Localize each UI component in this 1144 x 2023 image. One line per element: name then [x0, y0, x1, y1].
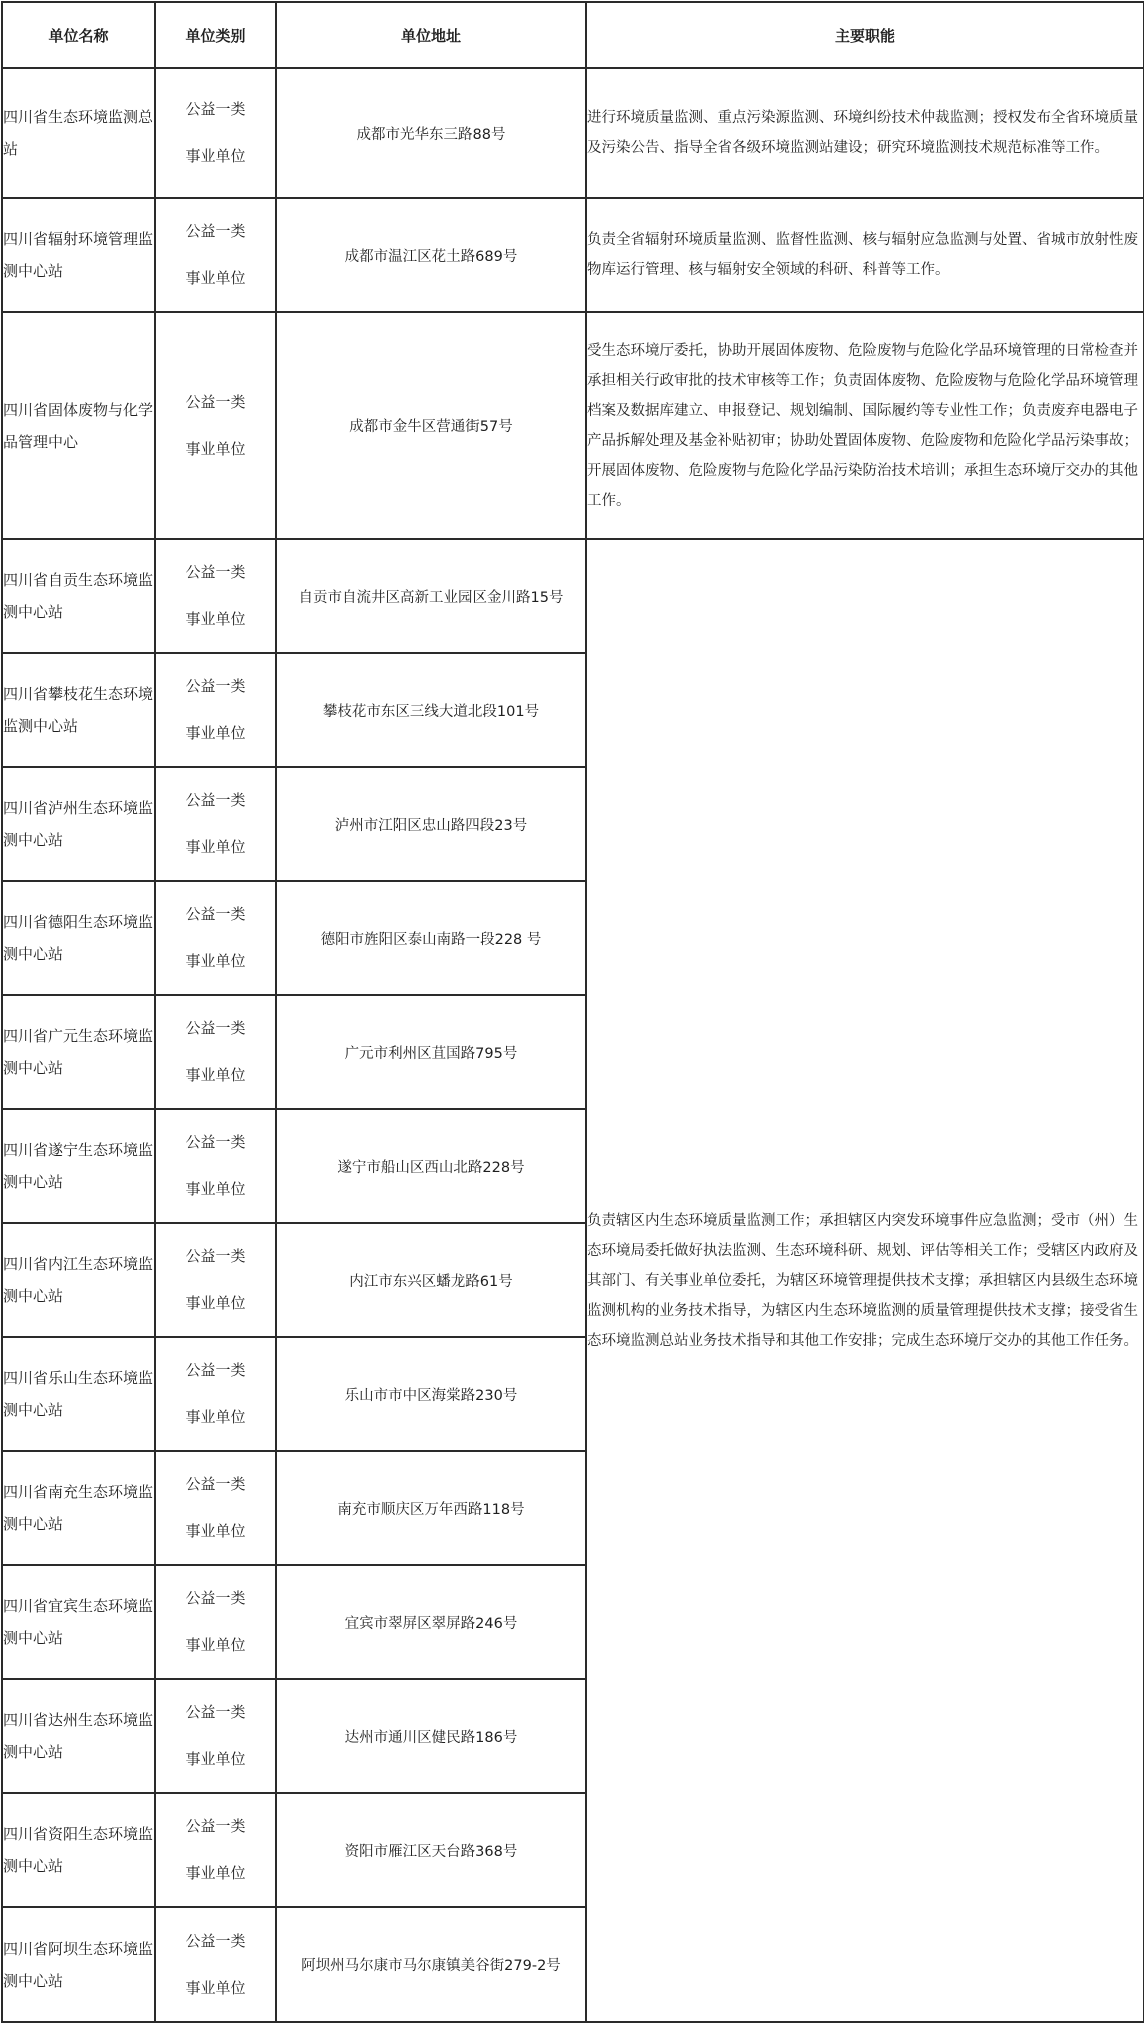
unit-type-line1: 公益一类 — [185, 100, 246, 118]
unit-address: 阿坝州马尔康市马尔康镇美谷街279-2号 — [276, 1907, 586, 2022]
unit-type-line2: 事业单位 — [185, 610, 246, 628]
header-unit-name: 单位名称 — [2, 2, 155, 68]
unit-name: 四川省宜宾生态环境监测中心站 — [2, 1565, 155, 1679]
unit-name: 四川省广元生态环境监测中心站 — [2, 995, 155, 1109]
unit-address: 内江市东兴区蟠龙路61号 — [276, 1223, 586, 1337]
unit-name: 四川省南充生态环境监测中心站 — [2, 1451, 155, 1565]
unit-address: 达州市通川区健民路186号 — [276, 1679, 586, 1793]
unit-type-line2: 事业单位 — [185, 952, 246, 970]
unit-address: 乐山市市中区海棠路230号 — [276, 1337, 586, 1451]
table-row — [2, 198, 1144, 312]
unit-type-line1: 公益一类 — [185, 1703, 246, 1721]
unit-type-line2: 事业单位 — [185, 1066, 246, 1084]
unit-type-line1: 公益一类 — [185, 1931, 246, 1950]
unit-type-line2: 事业单位 — [185, 1864, 246, 1882]
header-unit-address: 单位地址 — [276, 2, 586, 68]
unit-address: 德阳市旌阳区泰山南路一段228 号 — [276, 881, 586, 995]
table-row — [2, 312, 1144, 539]
header-unit-type: 单位类别 — [155, 2, 276, 68]
unit-type — [155, 1337, 276, 1451]
unit-type-line2: 事业单位 — [185, 1522, 246, 1540]
unit-address: 攀枝花市东区三线大道北段101号 — [276, 653, 586, 767]
unit-address: 成都市光华东三路88号 — [276, 68, 586, 198]
unit-type-line2: 事业单位 — [185, 147, 246, 165]
unit-type-line1: 公益一类 — [185, 392, 246, 411]
unit-type-line2: 事业单位 — [185, 724, 246, 742]
unit-type-line1: 公益一类 — [185, 1247, 246, 1265]
unit-name: 四川省生态环境监测总站 — [2, 68, 155, 198]
unit-name: 四川省达州生态环境监测中心站 — [2, 1679, 155, 1793]
unit-type-line2: 事业单位 — [185, 1978, 246, 1997]
unit-name: 四川省辐射环境管理监测中心站 — [2, 198, 155, 312]
unit-type-line1: 公益一类 — [185, 1361, 246, 1379]
unit-name: 四川省泸州生态环境监测中心站 — [2, 767, 155, 881]
unit-type — [155, 1679, 276, 1793]
shared-duties: 负责辖区内生态环境质量监测工作；承担辖区内突发环境事件应急监测；受市（州）生态环境局委托做好执法监测、生态环境科研、规划、评估等相关工作；受辖区内政府及其部门、有关事业单位委托，为辖区环境管理提供技术支撑；承担辖区内县级生态环境监测机构的业务技术指导，为辖区内生态环境监测的质量管理提供技术支撑；接受省生态环境监测总站业务技术指导和其他工作安排；完成生态环境厅交办的其他工作任务。 — [586, 539, 1144, 2022]
unit-type-line2: 事业单位 — [185, 838, 246, 856]
unit-name: 四川省乐山生态环境监测中心站 — [2, 1337, 155, 1451]
header-main-duties: 主要职能 — [586, 2, 1144, 68]
unit-type — [155, 1109, 276, 1223]
unit-type-line1: 公益一类 — [185, 905, 246, 923]
unit-type — [155, 1565, 276, 1679]
unit-type-line1: 公益一类 — [185, 1817, 246, 1835]
unit-address: 广元市利州区苴国路795号 — [276, 995, 586, 1109]
table-row — [2, 539, 1144, 653]
unit-name: 四川省阿坝生态环境监测中心站 — [2, 1907, 155, 2022]
unit-address: 成都市金牛区营通街57号 — [276, 312, 586, 539]
unit-type-line1: 公益一类 — [185, 677, 246, 695]
unit-address: 自贡市自流井区高新工业园区金川路15号 — [276, 539, 586, 653]
unit-address: 泸州市江阳区忠山路四段23号 — [276, 767, 586, 881]
unit-type-line1: 公益一类 — [185, 1475, 246, 1493]
unit-type — [155, 198, 276, 312]
unit-duties: 负责全省辐射环境质量监测、监督性监测、核与辐射应急监测与处置、省城市放射性废物库运行管理、核与辐射安全领域的科研、科普等工作。 — [586, 198, 1144, 312]
unit-address: 成都市温江区花土路689号 — [276, 198, 586, 312]
unit-type-line2: 事业单位 — [185, 1408, 246, 1426]
unit-address: 宜宾市翠屏区翠屏路246号 — [276, 1565, 586, 1679]
unit-type — [155, 1451, 276, 1565]
unit-type — [155, 881, 276, 995]
unit-duties: 受生态环境厅委托，协助开展固体废物、危险废物与危险化学品环境管理的日常检查并承担相关行政审批的技术审核等工作；负责固体废物、危险废物与危险化学品环境管理档案及数据库建立、申报登记、规划编制、国际履约等专业性工作；负责废弃电器电子产品拆解处理及基金补贴初审；协助处置固体废物、危险废物和危险化学品污染事故；开展固体废物、危险废物与危险化学品污染防治技术培训；承担生态环境厅交办的其他工作。 — [586, 312, 1144, 539]
unit-type-line1: 公益一类 — [185, 791, 246, 809]
unit-name: 四川省资阳生态环境监测中心站 — [2, 1793, 155, 1907]
unit-type-line1: 公益一类 — [185, 1589, 246, 1607]
unit-type — [155, 767, 276, 881]
unit-type — [155, 539, 276, 653]
unit-type-line2: 事业单位 — [185, 1180, 246, 1198]
unit-name: 四川省德阳生态环境监测中心站 — [2, 881, 155, 995]
unit-name: 四川省攀枝花生态环境监测中心站 — [2, 653, 155, 767]
header-row — [2, 2, 1144, 68]
unit-address: 南充市顺庆区万年西路118号 — [276, 1451, 586, 1565]
unit-duties: 进行环境质量监测、重点污染源监测、环境纠纷技术仲裁监测；授权发布全省环境质量及污染公告、指导全省各级环境监测站建设；研究环境监测技术规范标准等工作。 — [586, 68, 1144, 198]
unit-type — [155, 653, 276, 767]
unit-type — [155, 312, 276, 539]
unit-type-line1: 公益一类 — [185, 563, 246, 581]
unit-type — [155, 1223, 276, 1337]
unit-type-line2: 事业单位 — [185, 1294, 246, 1312]
unit-type — [155, 1793, 276, 1907]
unit-type-line2: 事业单位 — [185, 439, 246, 458]
unit-type-line2: 事业单位 — [185, 269, 246, 287]
unit-type — [155, 1907, 276, 2022]
unit-address: 资阳市雁江区天台路368号 — [276, 1793, 586, 1907]
unit-address: 遂宁市船山区西山北路228号 — [276, 1109, 586, 1223]
unit-type — [155, 68, 276, 198]
unit-name: 四川省固体废物与化学品管理中心 — [2, 312, 155, 539]
unit-type-line1: 公益一类 — [185, 1133, 246, 1151]
unit-name: 四川省自贡生态环境监测中心站 — [2, 539, 155, 653]
unit-type-line2: 事业单位 — [185, 1636, 246, 1654]
units-table — [1, 1, 1144, 2023]
unit-type-line1: 公益一类 — [185, 222, 246, 240]
unit-type — [155, 995, 276, 1109]
unit-type-line2: 事业单位 — [185, 1750, 246, 1768]
unit-type-line1: 公益一类 — [185, 1019, 246, 1037]
table-row — [2, 68, 1144, 198]
unit-name: 四川省内江生态环境监测中心站 — [2, 1223, 155, 1337]
unit-name: 四川省遂宁生态环境监测中心站 — [2, 1109, 155, 1223]
